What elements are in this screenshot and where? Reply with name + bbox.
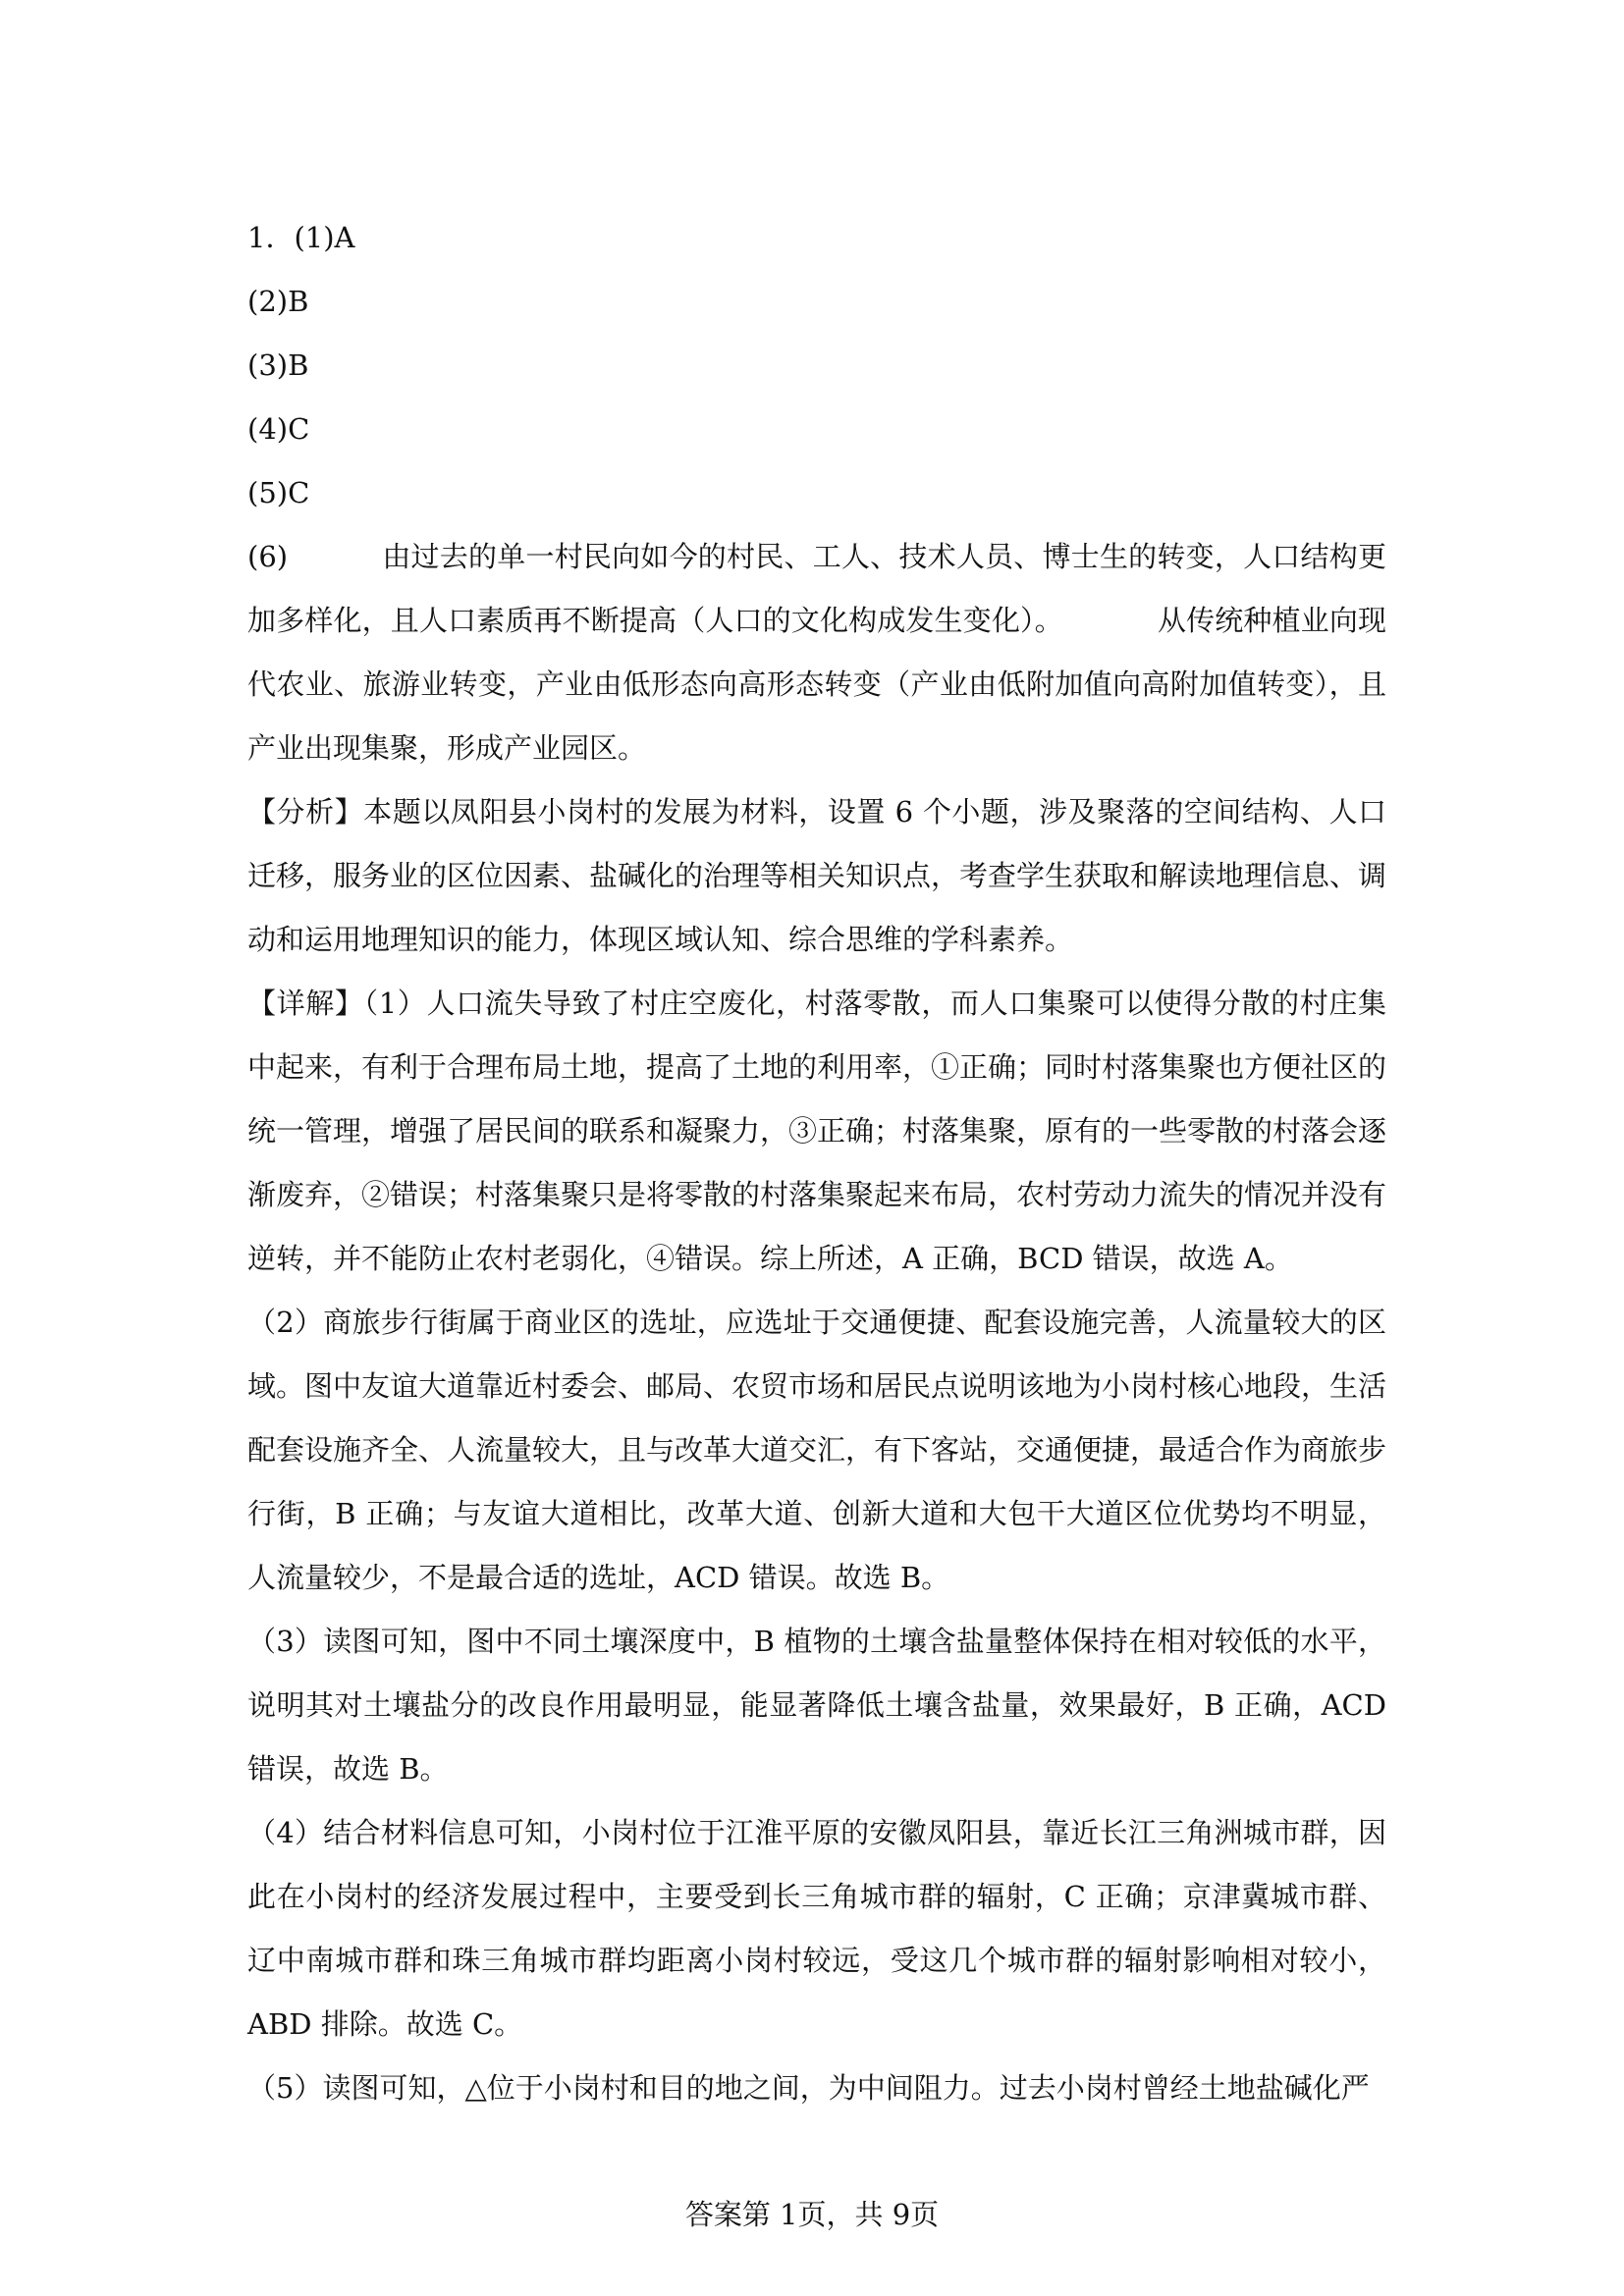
detail-paragraph-3: （3）读图可知，图中不同土壤深度中，B 植物的土壤含盐量整体保持在相对较低的水平，说明其对土壤盐分的改良作用最明显，能显著降低土壤含盐量，效果最好，B 正确，ACD 错误，故选 B。 — [247, 1625, 1386, 1786]
analysis-text: 本题以凤阳县小岗村的发展为材料，设置 6 个小题，涉及聚落的空间结构、人口迁移，服务业的区位因素、盐碱化的治理等相关知识点，考查学生获取和解读地理信息、调动和运用地理知识的能力，体现区域认知、综合思维的学科素养。 — [247, 795, 1387, 956]
detail-paragraph-1 — [247, 972, 1386, 1291]
answer-content — [247, 206, 1386, 2120]
answer-q6-industry: 从传统种植业向现代农业、旅游业转变，产业由低形态向高形态转变（产业由低附加值向高附加值转变），且产业出现集聚，形成产业园区。 — [247, 604, 1386, 765]
detail-label: 【详解】 — [247, 987, 364, 1020]
detail-paragraph-4: （4）结合材料信息可知，小岗村位于江淮平原的安徽凤阳县，靠近长江三角洲城市群，因此在小岗村的经济发展过程中，主要受到长三角城市群的辐射，C 正确；京津冀城市群、辽中南城市群和珠三角城市群均距离小岗村较远，受这几个城市群的辐射影响相对较小，ABD 排除。故选 C。 — [247, 1816, 1386, 2041]
detail-text-1: （1）人口流失导致了村庄空废化，村落零散，而人口集聚可以使得分散的村庄集中起来，有利于合理布局土地，提高了土地的利用率，①正确；同时村落集聚也方便社区的统一管理，增强了居民间的联系和凝聚力，③正确；村落集聚，原有的一些零散的村落会逐渐废弃，②错误；村落集聚只是将零散的村落集聚起来布局，农村劳动力流失的情况并没有逆转，并不能防止农村老弱化，④错误。综上所述，A 正确，BCD 错误，故选 A。 — [247, 987, 1387, 1275]
answer-q6 — [247, 525, 1386, 780]
answer-q4: (4)C — [247, 412, 310, 446]
detail-paragraph-2: （2）商旅步行街属于商业区的选址，应选址于交通便捷、配套设施完善，人流量较大的区域。图中友谊大道靠近村委会、邮局、农贸市场和居民点说明该地为小岗村核心地段，生活配套设施齐全、人流量较大，且与改革大道交汇，有下客站，交通便捷，最适合作为商旅步行街，B 正确；与友谊大道相比，改革大道、创新大道和大包干大道区位优势均不明显，人流量较少，不是最合适的选址，ACD 错误。故选 B。 — [247, 1306, 1387, 1594]
answer-q6-label: (6) — [247, 540, 289, 573]
answer-q3: (3)B — [247, 348, 309, 382]
answer-q6-population: 由过去的单一村民向如今的村民、工人、技术人员、博士生的转变，人口结构更加多样化，且人口素质再不断提高（人口的文化构成发生变化）。 — [247, 540, 1386, 637]
analysis-label: 【分析】 — [247, 795, 364, 828]
detail-paragraph-5: （5）读图可知，△位于小岗村和目的地之间，为中间阻力。过去小岗村曾经土地盐碱化严 — [247, 2071, 1370, 2105]
page-footer: 答案第 1页，共 9页 — [684, 2198, 940, 2231]
analysis-paragraph — [247, 780, 1386, 972]
answer-q2: (2)B — [247, 285, 309, 318]
answer-q5: (5)C — [247, 476, 310, 509]
answer-q1: 1．(1)A — [247, 221, 355, 254]
